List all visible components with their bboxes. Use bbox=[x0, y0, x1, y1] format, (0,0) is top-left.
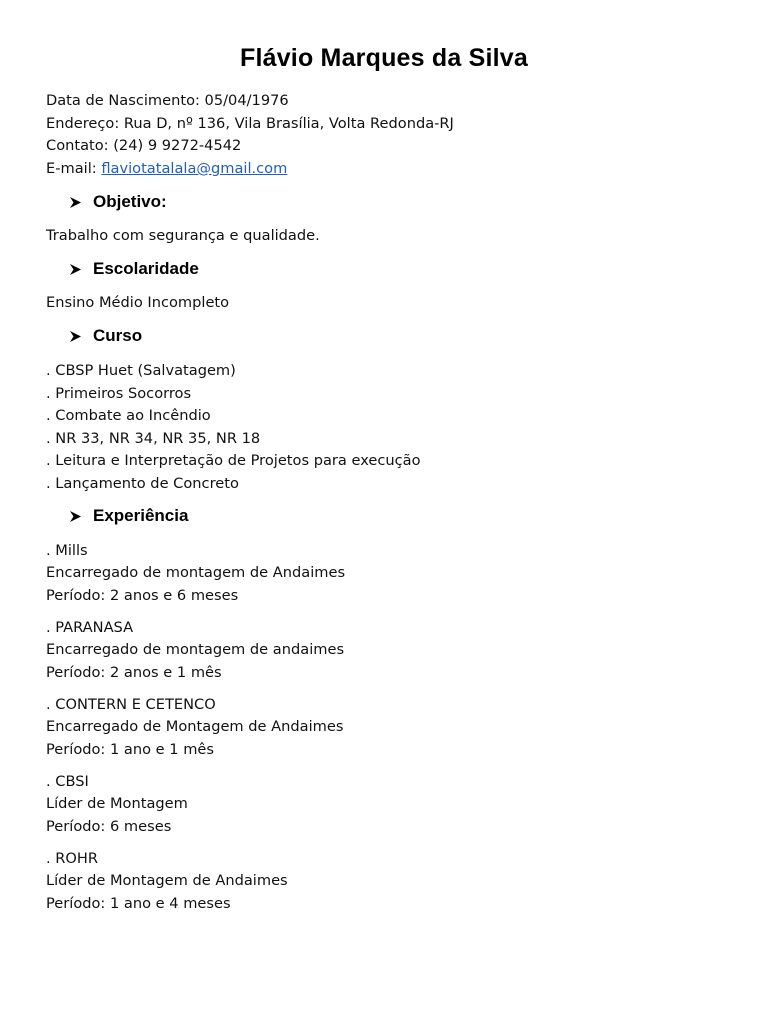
objective-heading-text: Objetivo: bbox=[93, 192, 167, 211]
list-item: . Lançamento de Concreto bbox=[46, 474, 239, 492]
experience-entry bbox=[46, 540, 345, 607]
list-item: . Leitura e Interpretação de Projetos para execução bbox=[46, 452, 421, 470]
job-role: Líder de Montagem bbox=[46, 795, 188, 813]
resume-name-title: Flávio Marques da Silva bbox=[239, 44, 529, 72]
education-text-block bbox=[46, 292, 229, 315]
birth-date: Data de Nascimento: 05/04/1976 bbox=[46, 92, 289, 109]
list-item: . Combate ao Incêndio bbox=[46, 407, 211, 425]
courses-list bbox=[46, 360, 421, 496]
section-heading-experience bbox=[70, 506, 188, 526]
job-role: Encarregado de Montagem de Andaimes bbox=[46, 718, 344, 736]
job-company: . CBSI bbox=[46, 773, 89, 790]
email-line bbox=[46, 158, 454, 181]
personal-info bbox=[46, 90, 454, 180]
email-link[interactable]: flaviotatalala@gmail.com bbox=[101, 159, 288, 177]
job-period: Período: 1 ano e 1 mês bbox=[46, 740, 215, 758]
list-item: . CBSP Huet (Salvatagem) bbox=[46, 362, 236, 379]
email-label: E-mail: bbox=[46, 159, 102, 177]
section-heading-education bbox=[70, 259, 199, 279]
education-text: Ensino Médio Incompleto bbox=[46, 294, 230, 311]
job-company: . ROHR bbox=[46, 850, 99, 867]
job-period: Período: 1 ano e 4 meses bbox=[46, 894, 231, 912]
arrowhead-bullet-icon bbox=[70, 331, 81, 342]
job-company: . Mills bbox=[46, 542, 88, 559]
experience-entry bbox=[46, 771, 188, 838]
job-period: Período: 2 anos e 6 meses bbox=[46, 586, 239, 604]
section-heading-courses bbox=[70, 326, 142, 346]
job-role: Encarregado de montagem de Andaimes bbox=[46, 564, 346, 582]
contact-phone: Contato: (24) 9 9272-4542 bbox=[46, 137, 242, 155]
experience-entry bbox=[46, 617, 344, 684]
job-role: Líder de Montagem de Andaimes bbox=[46, 872, 288, 890]
objective-text-block bbox=[46, 225, 320, 248]
experience-heading-text: Experiência bbox=[93, 506, 189, 525]
experience-entry bbox=[46, 694, 343, 761]
list-item: . NR 33, NR 34, NR 35, NR 18 bbox=[46, 429, 261, 447]
job-period: Período: 6 meses bbox=[46, 817, 172, 835]
address: Endereço: Rua D, nº 136, Vila Brasília, Volta Redonda-RJ bbox=[46, 114, 454, 132]
job-role: Encarregado de montagem de andaimes bbox=[46, 641, 345, 659]
courses-heading-text: Curso bbox=[93, 326, 143, 345]
section-heading-objective bbox=[70, 192, 167, 212]
arrowhead-bullet-icon bbox=[70, 197, 81, 208]
experience-entry bbox=[46, 848, 288, 915]
arrowhead-bullet-icon bbox=[70, 511, 81, 522]
job-period: Período: 2 anos e 1 mês bbox=[46, 663, 222, 681]
education-heading-text: Escolaridade bbox=[93, 259, 199, 278]
arrowhead-bullet-icon bbox=[70, 264, 81, 275]
list-item: . Primeiros Socorros bbox=[46, 384, 192, 402]
objective-text: Trabalho com segurança e qualidade. bbox=[46, 227, 320, 244]
job-company: . CONTERN E CETENCO bbox=[46, 696, 216, 713]
job-company: . PARANASA bbox=[46, 619, 134, 636]
